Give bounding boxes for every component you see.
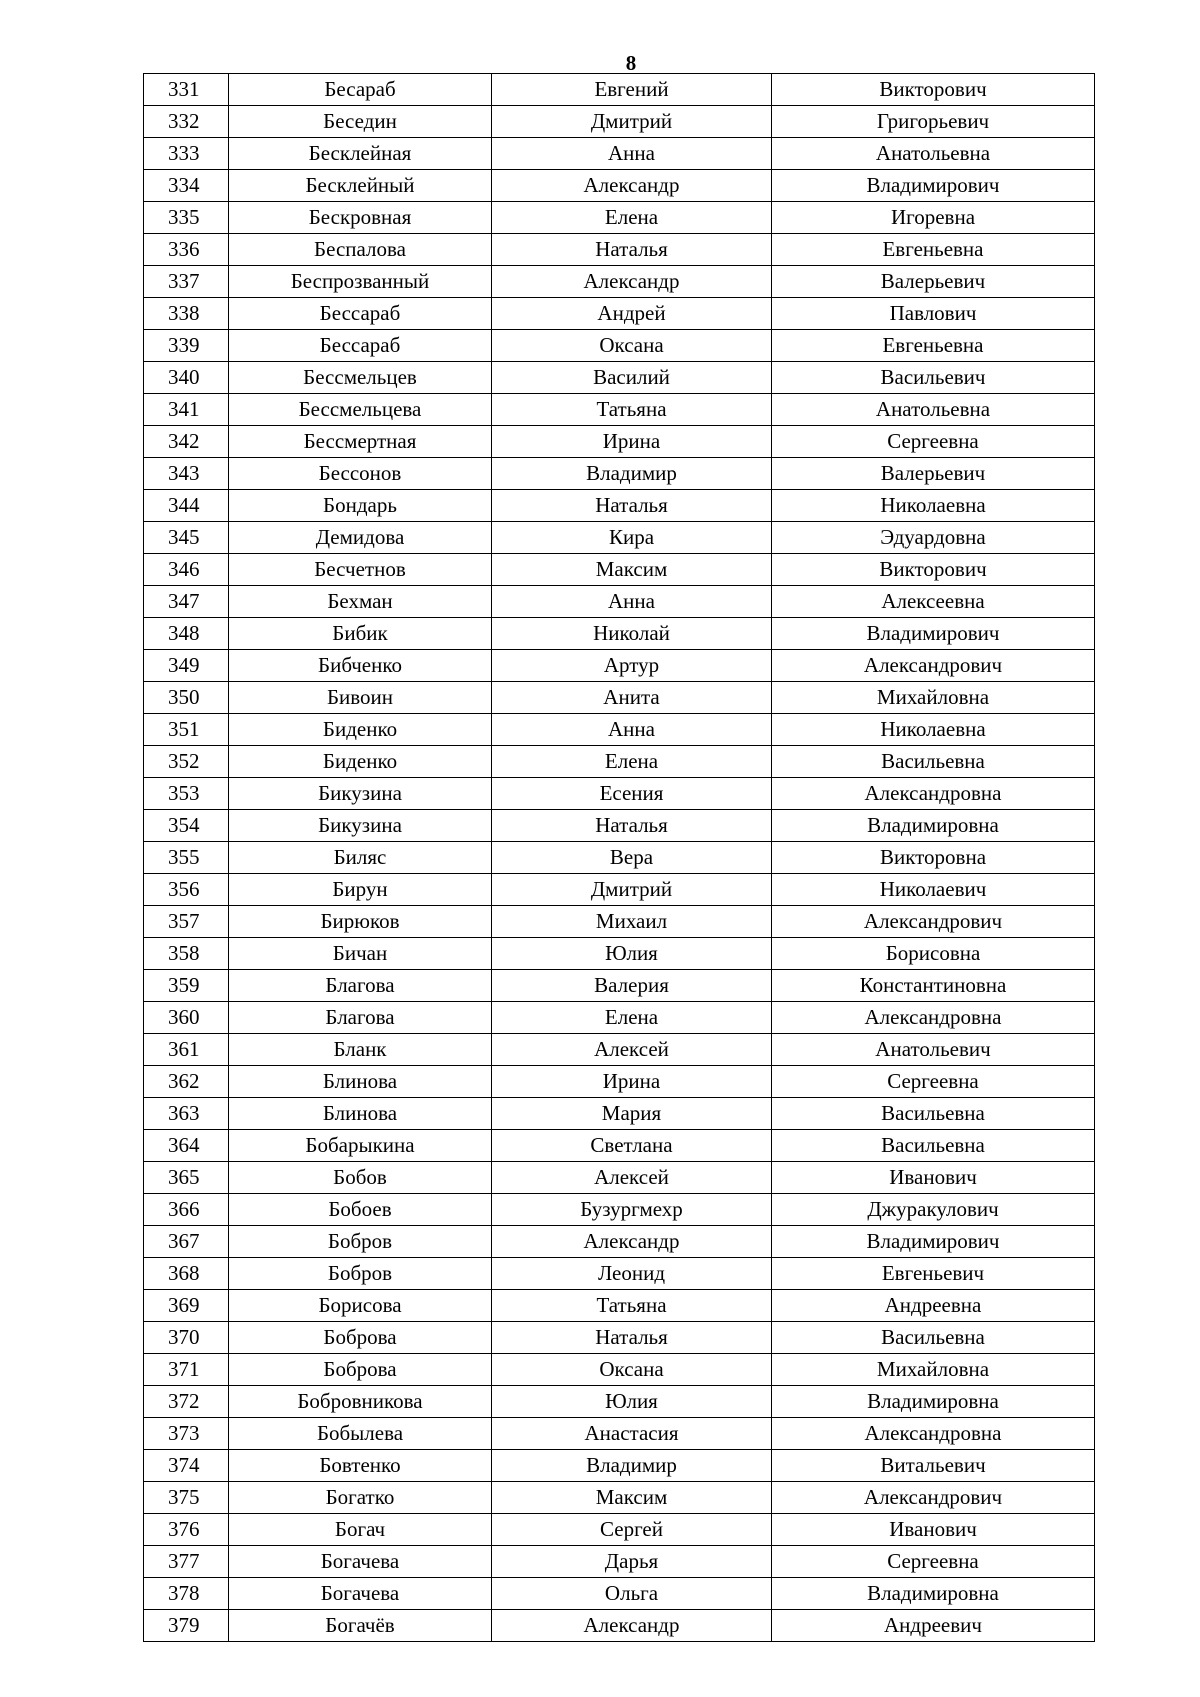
first-name-cell: Ирина	[492, 426, 772, 458]
table-row	[144, 1610, 1095, 1642]
first-name-cell: Кира	[492, 522, 772, 554]
row-number-cell: 352	[144, 746, 229, 778]
first-name-cell: Максим	[492, 1482, 772, 1514]
last-name-cell: Бескровная	[229, 202, 492, 234]
last-name-cell: Бобров	[229, 1258, 492, 1290]
first-name-cell: Юлия	[492, 938, 772, 970]
table-row	[144, 426, 1095, 458]
row-number-cell: 370	[144, 1322, 229, 1354]
last-name-cell: Бесклейный	[229, 170, 492, 202]
patronymic-cell: Васильевна	[772, 746, 1095, 778]
last-name-cell: Бессонов	[229, 458, 492, 490]
table-row	[144, 1290, 1095, 1322]
last-name-cell: Бобылева	[229, 1418, 492, 1450]
first-name-cell: Дмитрий	[492, 106, 772, 138]
row-number-cell: 372	[144, 1386, 229, 1418]
last-name-cell: Бехман	[229, 586, 492, 618]
patronymic-cell: Андреевна	[772, 1290, 1095, 1322]
row-number-cell: 379	[144, 1610, 229, 1642]
row-number-cell: 376	[144, 1514, 229, 1546]
patronymic-cell: Павлович	[772, 298, 1095, 330]
table-row	[144, 938, 1095, 970]
row-number-cell: 375	[144, 1482, 229, 1514]
last-name-cell: Бондарь	[229, 490, 492, 522]
row-number-cell: 361	[144, 1034, 229, 1066]
row-number-cell: 356	[144, 874, 229, 906]
table-row	[144, 522, 1095, 554]
first-name-cell: Александр	[492, 170, 772, 202]
patronymic-cell: Николаевна	[772, 490, 1095, 522]
last-name-cell: Бесклейная	[229, 138, 492, 170]
first-name-cell: Анастасия	[492, 1418, 772, 1450]
row-number-cell: 353	[144, 778, 229, 810]
last-name-cell: Беспрозванный	[229, 266, 492, 298]
row-number-cell: 368	[144, 1258, 229, 1290]
patronymic-cell: Васильевна	[772, 1098, 1095, 1130]
last-name-cell: Богачева	[229, 1546, 492, 1578]
first-name-cell: Владимир	[492, 1450, 772, 1482]
table-row	[144, 394, 1095, 426]
table-row	[144, 1194, 1095, 1226]
table-row	[144, 106, 1095, 138]
table-row	[144, 1162, 1095, 1194]
last-name-cell: Борисова	[229, 1290, 492, 1322]
last-name-cell: Биденко	[229, 746, 492, 778]
row-number-cell: 364	[144, 1130, 229, 1162]
first-name-cell: Анна	[492, 714, 772, 746]
patronymic-cell: Викторович	[772, 554, 1095, 586]
row-number-cell: 333	[144, 138, 229, 170]
table-row	[144, 682, 1095, 714]
row-number-cell: 344	[144, 490, 229, 522]
patronymic-cell: Викторовна	[772, 842, 1095, 874]
patronymic-cell: Михайловна	[772, 682, 1095, 714]
first-name-cell: Анна	[492, 138, 772, 170]
patronymic-cell: Витальевич	[772, 1450, 1095, 1482]
patronymic-cell: Сергеевна	[772, 426, 1095, 458]
row-number-cell: 348	[144, 618, 229, 650]
patronymic-cell: Александровна	[772, 1002, 1095, 1034]
patronymic-cell: Васильевна	[772, 1130, 1095, 1162]
row-number-cell: 346	[144, 554, 229, 586]
first-name-cell: Василий	[492, 362, 772, 394]
last-name-cell: Бесараб	[229, 74, 492, 106]
row-number-cell: 362	[144, 1066, 229, 1098]
last-name-cell: Бобоев	[229, 1194, 492, 1226]
table-row	[144, 1386, 1095, 1418]
last-name-cell: Блинова	[229, 1098, 492, 1130]
last-name-cell: Бессмельцева	[229, 394, 492, 426]
last-name-cell: Благова	[229, 970, 492, 1002]
last-name-cell: Бобов	[229, 1162, 492, 1194]
patronymic-cell: Александрович	[772, 650, 1095, 682]
patronymic-cell: Владимировна	[772, 1386, 1095, 1418]
first-name-cell: Анна	[492, 586, 772, 618]
row-number-cell: 335	[144, 202, 229, 234]
row-number-cell: 377	[144, 1546, 229, 1578]
last-name-cell: Бибченко	[229, 650, 492, 682]
first-name-cell: Татьяна	[492, 394, 772, 426]
patronymic-cell: Анатольевич	[772, 1034, 1095, 1066]
row-number-cell: 343	[144, 458, 229, 490]
table-row	[144, 1130, 1095, 1162]
row-number-cell: 365	[144, 1162, 229, 1194]
patronymic-cell: Александрович	[772, 906, 1095, 938]
last-name-cell: Бессараб	[229, 330, 492, 362]
table-row	[144, 1514, 1095, 1546]
patronymic-cell: Владимировна	[772, 810, 1095, 842]
first-name-cell: Бузургмехр	[492, 1194, 772, 1226]
first-name-cell: Николай	[492, 618, 772, 650]
table-row	[144, 650, 1095, 682]
page-number: 8	[625, 51, 637, 75]
last-name-cell: Беседин	[229, 106, 492, 138]
row-number-cell: 355	[144, 842, 229, 874]
table-row	[144, 1450, 1095, 1482]
first-name-cell: Вера	[492, 842, 772, 874]
row-number-cell: 357	[144, 906, 229, 938]
first-name-cell: Юлия	[492, 1386, 772, 1418]
last-name-cell: Боброва	[229, 1354, 492, 1386]
row-number-cell: 337	[144, 266, 229, 298]
patronymic-cell: Александровна	[772, 778, 1095, 810]
row-number-cell: 345	[144, 522, 229, 554]
first-name-cell: Татьяна	[492, 1290, 772, 1322]
table-row	[144, 1418, 1095, 1450]
last-name-cell: Бессараб	[229, 298, 492, 330]
row-number-cell: 366	[144, 1194, 229, 1226]
first-name-cell: Сергей	[492, 1514, 772, 1546]
table-row	[144, 778, 1095, 810]
last-name-cell: Демидова	[229, 522, 492, 554]
patronymic-cell: Владимирович	[772, 170, 1095, 202]
patronymic-cell: Михайловна	[772, 1354, 1095, 1386]
last-name-cell: Бикузина	[229, 778, 492, 810]
row-number-cell: 338	[144, 298, 229, 330]
first-name-cell: Алексей	[492, 1162, 772, 1194]
table-row	[144, 906, 1095, 938]
last-name-cell: Блинова	[229, 1066, 492, 1098]
table-row	[144, 618, 1095, 650]
last-name-cell: Бибик	[229, 618, 492, 650]
table-row	[144, 1034, 1095, 1066]
patronymic-cell: Иванович	[772, 1514, 1095, 1546]
table-row	[144, 138, 1095, 170]
table-row	[144, 1482, 1095, 1514]
row-number-cell: 340	[144, 362, 229, 394]
row-number-cell: 336	[144, 234, 229, 266]
first-name-cell: Есения	[492, 778, 772, 810]
patronymic-cell: Владимирович	[772, 1226, 1095, 1258]
patronymic-cell: Васильевна	[772, 1322, 1095, 1354]
row-number-cell: 369	[144, 1290, 229, 1322]
patronymic-cell: Владимирович	[772, 618, 1095, 650]
first-name-cell: Ирина	[492, 1066, 772, 1098]
first-name-cell: Наталья	[492, 234, 772, 266]
table-body	[144, 74, 1095, 1642]
last-name-cell: Бессмельцев	[229, 362, 492, 394]
patronymic-cell: Александровна	[772, 1418, 1095, 1450]
first-name-cell: Александр	[492, 1610, 772, 1642]
first-name-cell: Елена	[492, 202, 772, 234]
patronymic-cell: Игоревна	[772, 202, 1095, 234]
first-name-cell: Максим	[492, 554, 772, 586]
table-row	[144, 842, 1095, 874]
last-name-cell: Биляс	[229, 842, 492, 874]
row-number-cell: 350	[144, 682, 229, 714]
first-name-cell: Евгений	[492, 74, 772, 106]
patronymic-cell: Валерьевич	[772, 458, 1095, 490]
row-number-cell: 349	[144, 650, 229, 682]
first-name-cell: Андрей	[492, 298, 772, 330]
patronymic-cell: Александрович	[772, 1482, 1095, 1514]
table-row	[144, 1546, 1095, 1578]
table-row	[144, 970, 1095, 1002]
table-row	[144, 1066, 1095, 1098]
table-row	[144, 330, 1095, 362]
first-name-cell: Наталья	[492, 810, 772, 842]
patronymic-cell: Андреевич	[772, 1610, 1095, 1642]
row-number-cell: 351	[144, 714, 229, 746]
first-name-cell: Анита	[492, 682, 772, 714]
row-number-cell: 332	[144, 106, 229, 138]
last-name-cell: Биденко	[229, 714, 492, 746]
table-row	[144, 1226, 1095, 1258]
row-number-cell: 334	[144, 170, 229, 202]
patronymic-cell: Евгеньевна	[772, 234, 1095, 266]
table-row	[144, 74, 1095, 106]
last-name-cell: Бирюков	[229, 906, 492, 938]
last-name-cell: Бесчетнов	[229, 554, 492, 586]
last-name-cell: Беспалова	[229, 234, 492, 266]
table-row	[144, 1002, 1095, 1034]
patronymic-cell: Сергеевна	[772, 1066, 1095, 1098]
first-name-cell: Оксана	[492, 1354, 772, 1386]
first-name-cell: Александр	[492, 266, 772, 298]
first-name-cell: Ольга	[492, 1578, 772, 1610]
table-row	[144, 1258, 1095, 1290]
table-row	[144, 874, 1095, 906]
patronymic-cell: Иванович	[772, 1162, 1095, 1194]
patronymic-cell: Алексеевна	[772, 586, 1095, 618]
table-row	[144, 458, 1095, 490]
first-name-cell: Михаил	[492, 906, 772, 938]
row-number-cell: 367	[144, 1226, 229, 1258]
last-name-cell: Боброва	[229, 1322, 492, 1354]
table-row	[144, 362, 1095, 394]
row-number-cell: 331	[144, 74, 229, 106]
last-name-cell: Бессмертная	[229, 426, 492, 458]
table-row	[144, 298, 1095, 330]
row-number-cell: 371	[144, 1354, 229, 1386]
table-row	[144, 490, 1095, 522]
row-number-cell: 354	[144, 810, 229, 842]
last-name-cell: Богачёв	[229, 1610, 492, 1642]
table-row	[144, 234, 1095, 266]
table-row	[144, 810, 1095, 842]
row-number-cell: 378	[144, 1578, 229, 1610]
patronymic-cell: Викторович	[772, 74, 1095, 106]
first-name-cell: Дмитрий	[492, 874, 772, 906]
patronymic-cell: Владимировна	[772, 1578, 1095, 1610]
table-row	[144, 1098, 1095, 1130]
patronymic-cell: Васильевич	[772, 362, 1095, 394]
first-name-cell: Наталья	[492, 490, 772, 522]
first-name-cell: Леонид	[492, 1258, 772, 1290]
last-name-cell: Бобровникова	[229, 1386, 492, 1418]
first-name-cell: Александр	[492, 1226, 772, 1258]
first-name-cell: Светлана	[492, 1130, 772, 1162]
table-row	[144, 554, 1095, 586]
last-name-cell: Бобарыкина	[229, 1130, 492, 1162]
patronymic-cell: Николаевна	[772, 714, 1095, 746]
patronymic-cell: Григорьевич	[772, 106, 1095, 138]
patronymic-cell: Сергеевна	[772, 1546, 1095, 1578]
patronymic-cell: Евгеньевич	[772, 1258, 1095, 1290]
row-number-cell: 374	[144, 1450, 229, 1482]
table-row	[144, 170, 1095, 202]
patronymic-cell: Евгеньевна	[772, 330, 1095, 362]
first-name-cell: Оксана	[492, 330, 772, 362]
table-row	[144, 746, 1095, 778]
last-name-cell: Богач	[229, 1514, 492, 1546]
last-name-cell: Благова	[229, 1002, 492, 1034]
table-row	[144, 1578, 1095, 1610]
row-number-cell: 363	[144, 1098, 229, 1130]
last-name-cell: Богачева	[229, 1578, 492, 1610]
first-name-cell: Мария	[492, 1098, 772, 1130]
last-name-cell: Богатко	[229, 1482, 492, 1514]
table-row	[144, 1354, 1095, 1386]
names-table	[143, 73, 1095, 1642]
table-row	[144, 586, 1095, 618]
row-number-cell: 341	[144, 394, 229, 426]
last-name-cell: Бовтенко	[229, 1450, 492, 1482]
table-row	[144, 202, 1095, 234]
last-name-cell: Бирун	[229, 874, 492, 906]
last-name-cell: Бикузина	[229, 810, 492, 842]
row-number-cell: 360	[144, 1002, 229, 1034]
table-row	[144, 1322, 1095, 1354]
row-number-cell: 342	[144, 426, 229, 458]
patronymic-cell: Эдуардовна	[772, 522, 1095, 554]
last-name-cell: Бивоин	[229, 682, 492, 714]
first-name-cell: Алексей	[492, 1034, 772, 1066]
patronymic-cell: Константиновна	[772, 970, 1095, 1002]
patronymic-cell: Анатольевна	[772, 138, 1095, 170]
table-row	[144, 714, 1095, 746]
first-name-cell: Елена	[492, 746, 772, 778]
patronymic-cell: Анатольевна	[772, 394, 1095, 426]
row-number-cell: 373	[144, 1418, 229, 1450]
row-number-cell: 358	[144, 938, 229, 970]
first-name-cell: Валерия	[492, 970, 772, 1002]
last-name-cell: Бланк	[229, 1034, 492, 1066]
row-number-cell: 359	[144, 970, 229, 1002]
row-number-cell: 339	[144, 330, 229, 362]
last-name-cell: Бичан	[229, 938, 492, 970]
patronymic-cell: Валерьевич	[772, 266, 1095, 298]
row-number-cell: 347	[144, 586, 229, 618]
patronymic-cell: Николаевич	[772, 874, 1095, 906]
first-name-cell: Артур	[492, 650, 772, 682]
first-name-cell: Дарья	[492, 1546, 772, 1578]
patronymic-cell: Джуракулович	[772, 1194, 1095, 1226]
first-name-cell: Владимир	[492, 458, 772, 490]
patronymic-cell: Борисовна	[772, 938, 1095, 970]
first-name-cell: Елена	[492, 1002, 772, 1034]
table-row	[144, 266, 1095, 298]
last-name-cell: Бобров	[229, 1226, 492, 1258]
first-name-cell: Наталья	[492, 1322, 772, 1354]
